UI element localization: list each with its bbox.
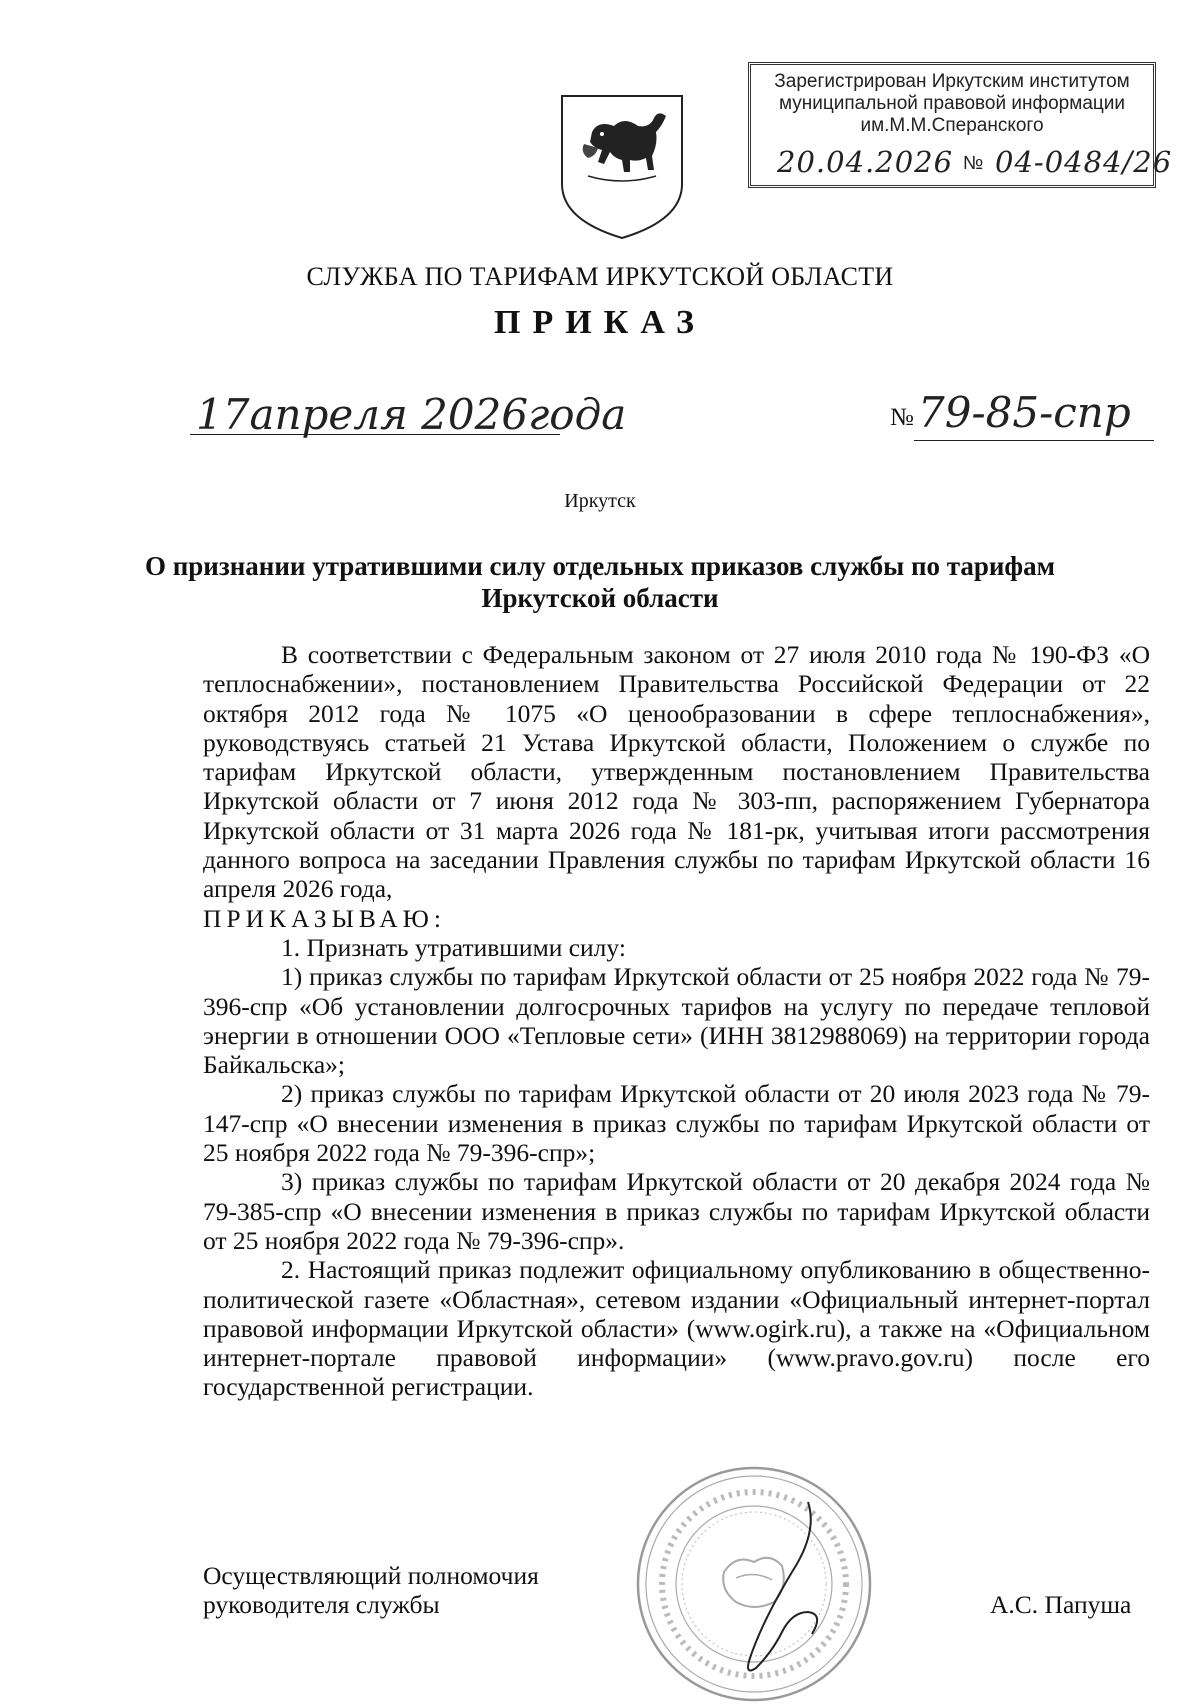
order-date: 17апреля 2026года (196, 390, 627, 439)
order-subitem: 2) приказ службы по тарифам Иркутской области от 20 июля 2023 года № 79-147-спр «О внесении изменения в приказ службы по тарифам Иркутской области от 25 ноября 2022 года № 79-396-спр»; (203, 1079, 1150, 1168)
registration-stamp-line: муниципальной правовой информации (779, 93, 1125, 114)
order-subitem: 3) приказ службы по тарифам Иркутской области от 20 декабря 2024 года № 79-385-спр «О внесении изменения в приказ службы по тарифам Иркутской области от 25 ноября 2022 года № 79-396-спр». (203, 1167, 1150, 1255)
agency-name: СЛУЖБА ПО ТАРИФАМ ИРКУТСКОЙ ОБЛАСТИ (306, 262, 894, 291)
official-seal-icon (632, 1462, 876, 1706)
registration-stamp-line: Зарегистрирован Иркутским институтом (774, 71, 1130, 92)
preamble-paragraph: В соответствии с Федеральным законом от 27 июля 2010 года № 190-ФЗ «О теплоснабжении», постановлением Правительства Российской Федерации от 22 октября 2012 года № 1075 «О ценообразовании в сфере теплоснабжения», руководствуясь статьей 21 Устава Иркутской области, Положением о службе по тарифам Иркутской области, утвержденным постановлением Правительства Иркутской области от 7 июня 2012 года № 303-пп, распоряжением Губернатора Иркутской области от 31 марта 2026 года № 181-рк, учитывая итоги рассмотрения данного вопроса на заседании Правления службы по тарифам Иркутской области 16 апреля 2026 года, (203, 640, 1150, 904)
order-verb: ПРИКАЗЫВАЮ: (203, 903, 446, 933)
registration-date: 20.04.2026 (777, 145, 954, 179)
order-subitem: 1) приказ службы по тарифам Иркутской области от 25 ноября 2022 года № 79-396-спр «Об установлении долгосрочных тарифов на услугу по передаче тепловой энергии в отношении ООО «Тепловые сети» (ИНН 3812988069) на территории города Байкальска»; (203, 962, 1150, 1080)
date-underline (190, 434, 560, 435)
document-type: ПРИКАЗ (494, 304, 706, 341)
city: Иркутск (564, 490, 636, 512)
document-title: О признании утратившими силу отдельных приказов службы по тарифам Иркутской области (144, 551, 1055, 613)
number-underline (914, 440, 1154, 441)
signer-title (203, 1561, 539, 1619)
signer-title-line: руководителя службы (203, 1590, 440, 1619)
document-body (203, 640, 1150, 1402)
registration-stamp (748, 62, 1173, 188)
order-item: 1. Признать утратившими силу: (281, 932, 626, 962)
order-number: 79-85-спр (918, 388, 1131, 437)
signer-name: А.С. Папуша (990, 1590, 1132, 1619)
order-number-label: № (890, 404, 914, 431)
signer-title-line: Осуществляющий полномочия (203, 1561, 539, 1590)
registration-number: 04-0484/26 (995, 145, 1173, 179)
order-item: 2. Настоящий приказ подлежит официальному опубликованию в общественно-политической газете «Областная», сетевом издании «Официальный интернет-портал правовой информации Иркутской области» (www.ogirk.ru), а также на «Официальном интернет-портале правовой информации» (www.pravo.gov.ru) после его государственной регистрации. (203, 1255, 1150, 1402)
registration-stamp-line: им.М.М.Сперанского (860, 115, 1044, 136)
irkutsk-coat-of-arms-icon (558, 92, 686, 242)
registration-number-label: № (963, 153, 984, 174)
